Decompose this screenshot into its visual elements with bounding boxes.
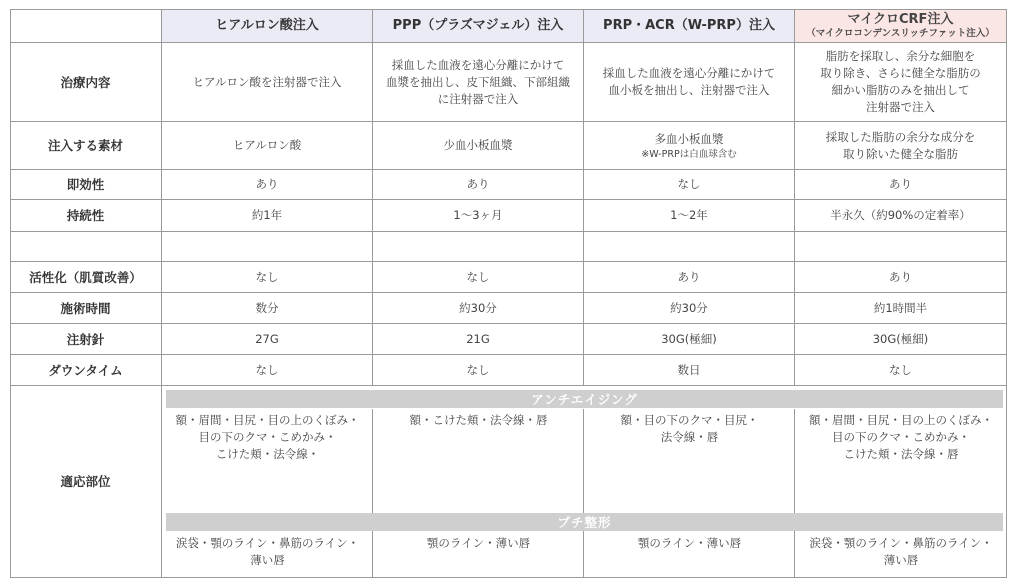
empty-row-hyaluronic	[162, 232, 373, 262]
downtime-crf: なし	[795, 355, 1007, 386]
row-label-duration: 持続性	[10, 200, 162, 232]
antiaging-crf: 額・眉間・目尻・目の上のくぼみ・ 目の下のクマ・こめかみ・ こけた頬・法令線・唇	[809, 413, 993, 461]
comparison-table	[10, 9, 1007, 578]
immediacy-prp: なし	[584, 170, 795, 200]
material-crf: 採取した脂肪の余分な成分を 取り除いた健全な脂肪	[795, 122, 1007, 170]
activation-hyaluronic: なし	[162, 262, 373, 293]
row-label-treatment: 治療内容	[10, 43, 162, 122]
corner-cell	[10, 9, 162, 43]
row-label-activation: 活性化（肌質改善）	[10, 262, 162, 293]
treatment-crf: 脂肪を採取し、余分な細胞を 取り除き、さらに健全な脂肪の 細かい脂肪のみを抽出して 注射器で注入	[795, 43, 1007, 122]
antiaging-ppp: 額・こけた頬・法令線・唇	[409, 413, 548, 427]
antiaging-prp: 額・目の下のクマ・目尻・ 法令線・唇	[620, 413, 759, 444]
material-ppp: 少血小板血漿	[373, 122, 584, 170]
row-label-time: 施術時間	[10, 293, 162, 324]
petit-band: プチ整形	[166, 513, 1003, 531]
duration-hyaluronic: 約1年	[162, 200, 373, 232]
row-label-sites: 適応部位	[10, 386, 162, 578]
needle-ppp: 21G	[373, 324, 584, 355]
row-label-material: 注入する素材	[10, 122, 162, 170]
petit-crf: 涙袋・顎のライン・鼻筋のライン・ 薄い唇	[809, 536, 993, 567]
duration-prp: 1〜2年	[584, 200, 795, 232]
header-ppp: PPP（プラズマジェル）注入	[373, 9, 584, 43]
downtime-ppp: なし	[373, 355, 584, 386]
petit-hyaluronic: 涙袋・顎のライン・鼻筋のライン・ 薄い唇	[175, 536, 360, 567]
needle-hyaluronic: 27G	[162, 324, 373, 355]
treatment-hyaluronic: ヒアルロン酸を注射器で注入	[162, 43, 373, 122]
immediacy-ppp: あり	[373, 170, 584, 200]
immediacy-hyaluronic: あり	[162, 170, 373, 200]
material-prp-note: ※W-PRPは白血球含む	[641, 148, 737, 160]
treatment-prp: 採血した血液を遠心分離にかけて 血小板を抽出し、注射器で注入	[584, 43, 795, 122]
time-crf: 約1時間半	[795, 293, 1007, 324]
time-hyaluronic: 数分	[162, 293, 373, 324]
header-crf	[795, 9, 1007, 43]
petit-ppp: 顎のライン・薄い唇	[426, 536, 531, 550]
downtime-hyaluronic: なし	[162, 355, 373, 386]
petit-prp: 顎のライン・薄い唇	[637, 536, 742, 550]
time-ppp: 約30分	[373, 293, 584, 324]
time-prp: 約30分	[584, 293, 795, 324]
empty-row-label	[10, 232, 162, 262]
header-prp: PRP・ACR（W-PRP）注入	[584, 9, 795, 43]
activation-crf: あり	[795, 262, 1007, 293]
antiaging-band: アンチエイジング	[166, 390, 1003, 408]
material-prp	[584, 122, 795, 170]
empty-row-crf	[795, 232, 1007, 262]
antiaging-hyaluronic: 額・眉間・目尻・目の上のくぼみ・ 目の下のクマ・こめかみ・ こけた頬・法令線・	[175, 413, 360, 461]
header-hyaluronic: ヒアルロン酸注入	[162, 9, 373, 43]
treatment-ppp: 採血した血液を遠心分離にかけて 血漿を抽出し、皮下組織、下部組織 に注射器で注入	[373, 43, 584, 122]
downtime-prp: 数日	[584, 355, 795, 386]
immediacy-crf: あり	[795, 170, 1007, 200]
material-hyaluronic: ヒアルロン酸	[162, 122, 373, 170]
header-crf-sub: （マイクロコンデンスリッチファット注入）	[806, 27, 995, 39]
duration-ppp: 1〜3ヶ月	[373, 200, 584, 232]
row-label-downtime: ダウンタイム	[10, 355, 162, 386]
activation-ppp: なし	[373, 262, 584, 293]
duration-crf: 半永久（約90%の定着率）	[795, 200, 1007, 232]
material-prp-text: 多血小板血漿	[654, 131, 724, 146]
activation-prp: あり	[584, 262, 795, 293]
empty-row-prp	[584, 232, 795, 262]
row-label-immediacy: 即効性	[10, 170, 162, 200]
needle-crf: 30G(極細)	[795, 324, 1007, 355]
empty-row-ppp	[373, 232, 584, 262]
header-crf-main: マイクロCRF注入	[847, 11, 954, 27]
row-label-needle: 注射針	[10, 324, 162, 355]
needle-prp: 30G(極細)	[584, 324, 795, 355]
